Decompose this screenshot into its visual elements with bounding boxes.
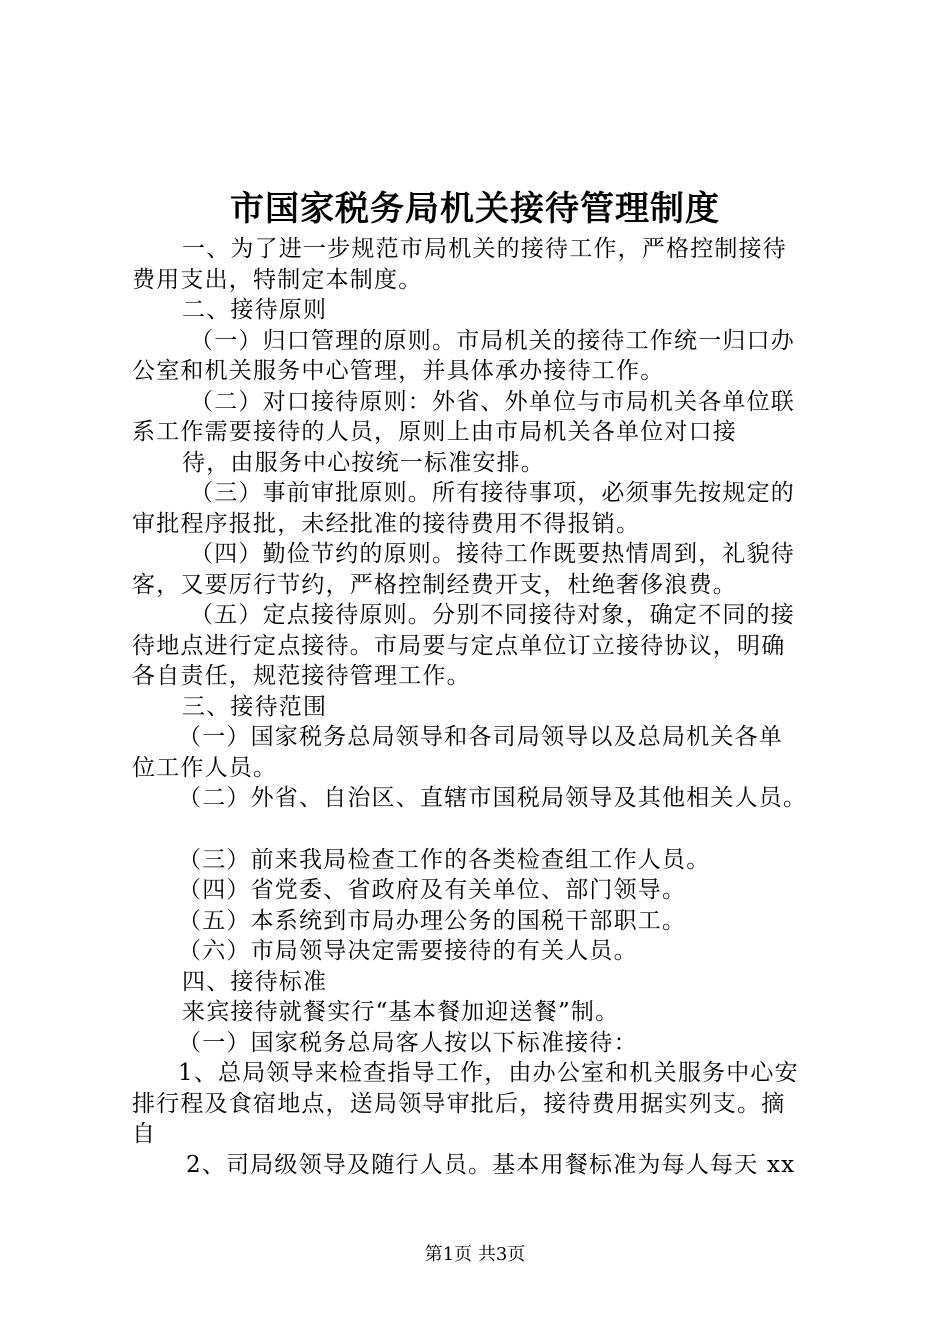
list-item: （三）前来我局检查工作的各类检查组工作人员。 — [178, 846, 711, 873]
paragraph-line: 待，由服务中心按统一标准安排。 — [182, 449, 545, 476]
paragraph-line: 各自责任，规范接待管理工作。 — [132, 663, 471, 689]
paragraph-line: （二）对口接待原则：外省、外单位与市局机关各单位联 — [190, 388, 795, 415]
paragraph-line: 客，又要厉行节约，严格控制经费开支，杜绝奢侈浪费。 — [132, 571, 737, 598]
list-item: （四）省党委、省政府及有关单位、部门领导。 — [178, 877, 687, 903]
page-number: 第1页 共3页 — [424, 1244, 526, 1265]
paragraph-line: 系工作需要接待的人员，原则上由市局机关各单位对口接 — [132, 419, 737, 445]
paragraph-line: 一、为了进一步规范市局机关的接待工作，严格控制接待 — [182, 236, 787, 262]
paragraph-line: 2、司局级领导及随行人员。基本用餐标准为每人每天 xx — [186, 1151, 796, 1178]
document-body — [132, 234, 838, 1180]
paragraph-line: 位工作人员。 — [132, 754, 278, 781]
section-heading: 四、接待标准 — [182, 968, 328, 995]
list-item: （六）市局领导决定需要接待的有关人员。 — [178, 938, 638, 964]
paragraph-line: 1、总局领导来检查指导工作，由办公室和机关服务中心安 — [178, 1060, 799, 1086]
document-title: 市国家税务局机关接待管理制度 — [230, 189, 720, 229]
paragraph-line: （一）国家税务总局客人按以下标准接待： — [178, 1029, 638, 1056]
paragraph-line: 来宾接待就餐实行“基本餐加迎送餐”制。 — [182, 999, 620, 1025]
paragraph-line: （一）国家税务总局领导和各司局领导以及总局机关各单 — [178, 724, 783, 750]
list-item: （五）本系统到市局办理公务的国税干部职工。 — [178, 907, 687, 934]
section-heading: 三、接待范围 — [182, 693, 328, 720]
paragraph-line: 自 — [132, 1121, 157, 1147]
paragraph-line: （三）事前审批原则。所有接待事项，必须事先按规定的 — [190, 480, 795, 506]
paragraph-line: 审批程序报批，未经批准的接待费用不得报销。 — [132, 510, 641, 537]
paragraph-line: （四）勤俭节约的原则。接待工作既要热情周到，礼貌待 — [190, 541, 795, 567]
paragraph-line: 待地点进行定点接待。市局要与定点单位订立接待协议，明确 — [132, 632, 786, 659]
paragraph-line: 排行程及食宿地点，送局领导审批后，接待费用据实列支。摘 — [132, 1090, 786, 1117]
paragraph-line: （五）定点接待原则。分别不同接待对象，确定不同的接 — [190, 602, 795, 628]
paragraph-line: 费用支出，特制定本制度。 — [132, 266, 423, 293]
paragraph-line: 公室和机关服务中心管理，并具体承办接待工作。 — [132, 358, 665, 384]
blank-line — [132, 814, 838, 845]
paragraph-line: （一）归口管理的原则。市局机关的接待工作统一归口办 — [190, 327, 795, 354]
section-heading: 二、接待原则 — [182, 297, 328, 323]
paragraph-line: （二）外省、自治区、直辖市国税局领导及其他相关人员。 — [178, 785, 808, 811]
